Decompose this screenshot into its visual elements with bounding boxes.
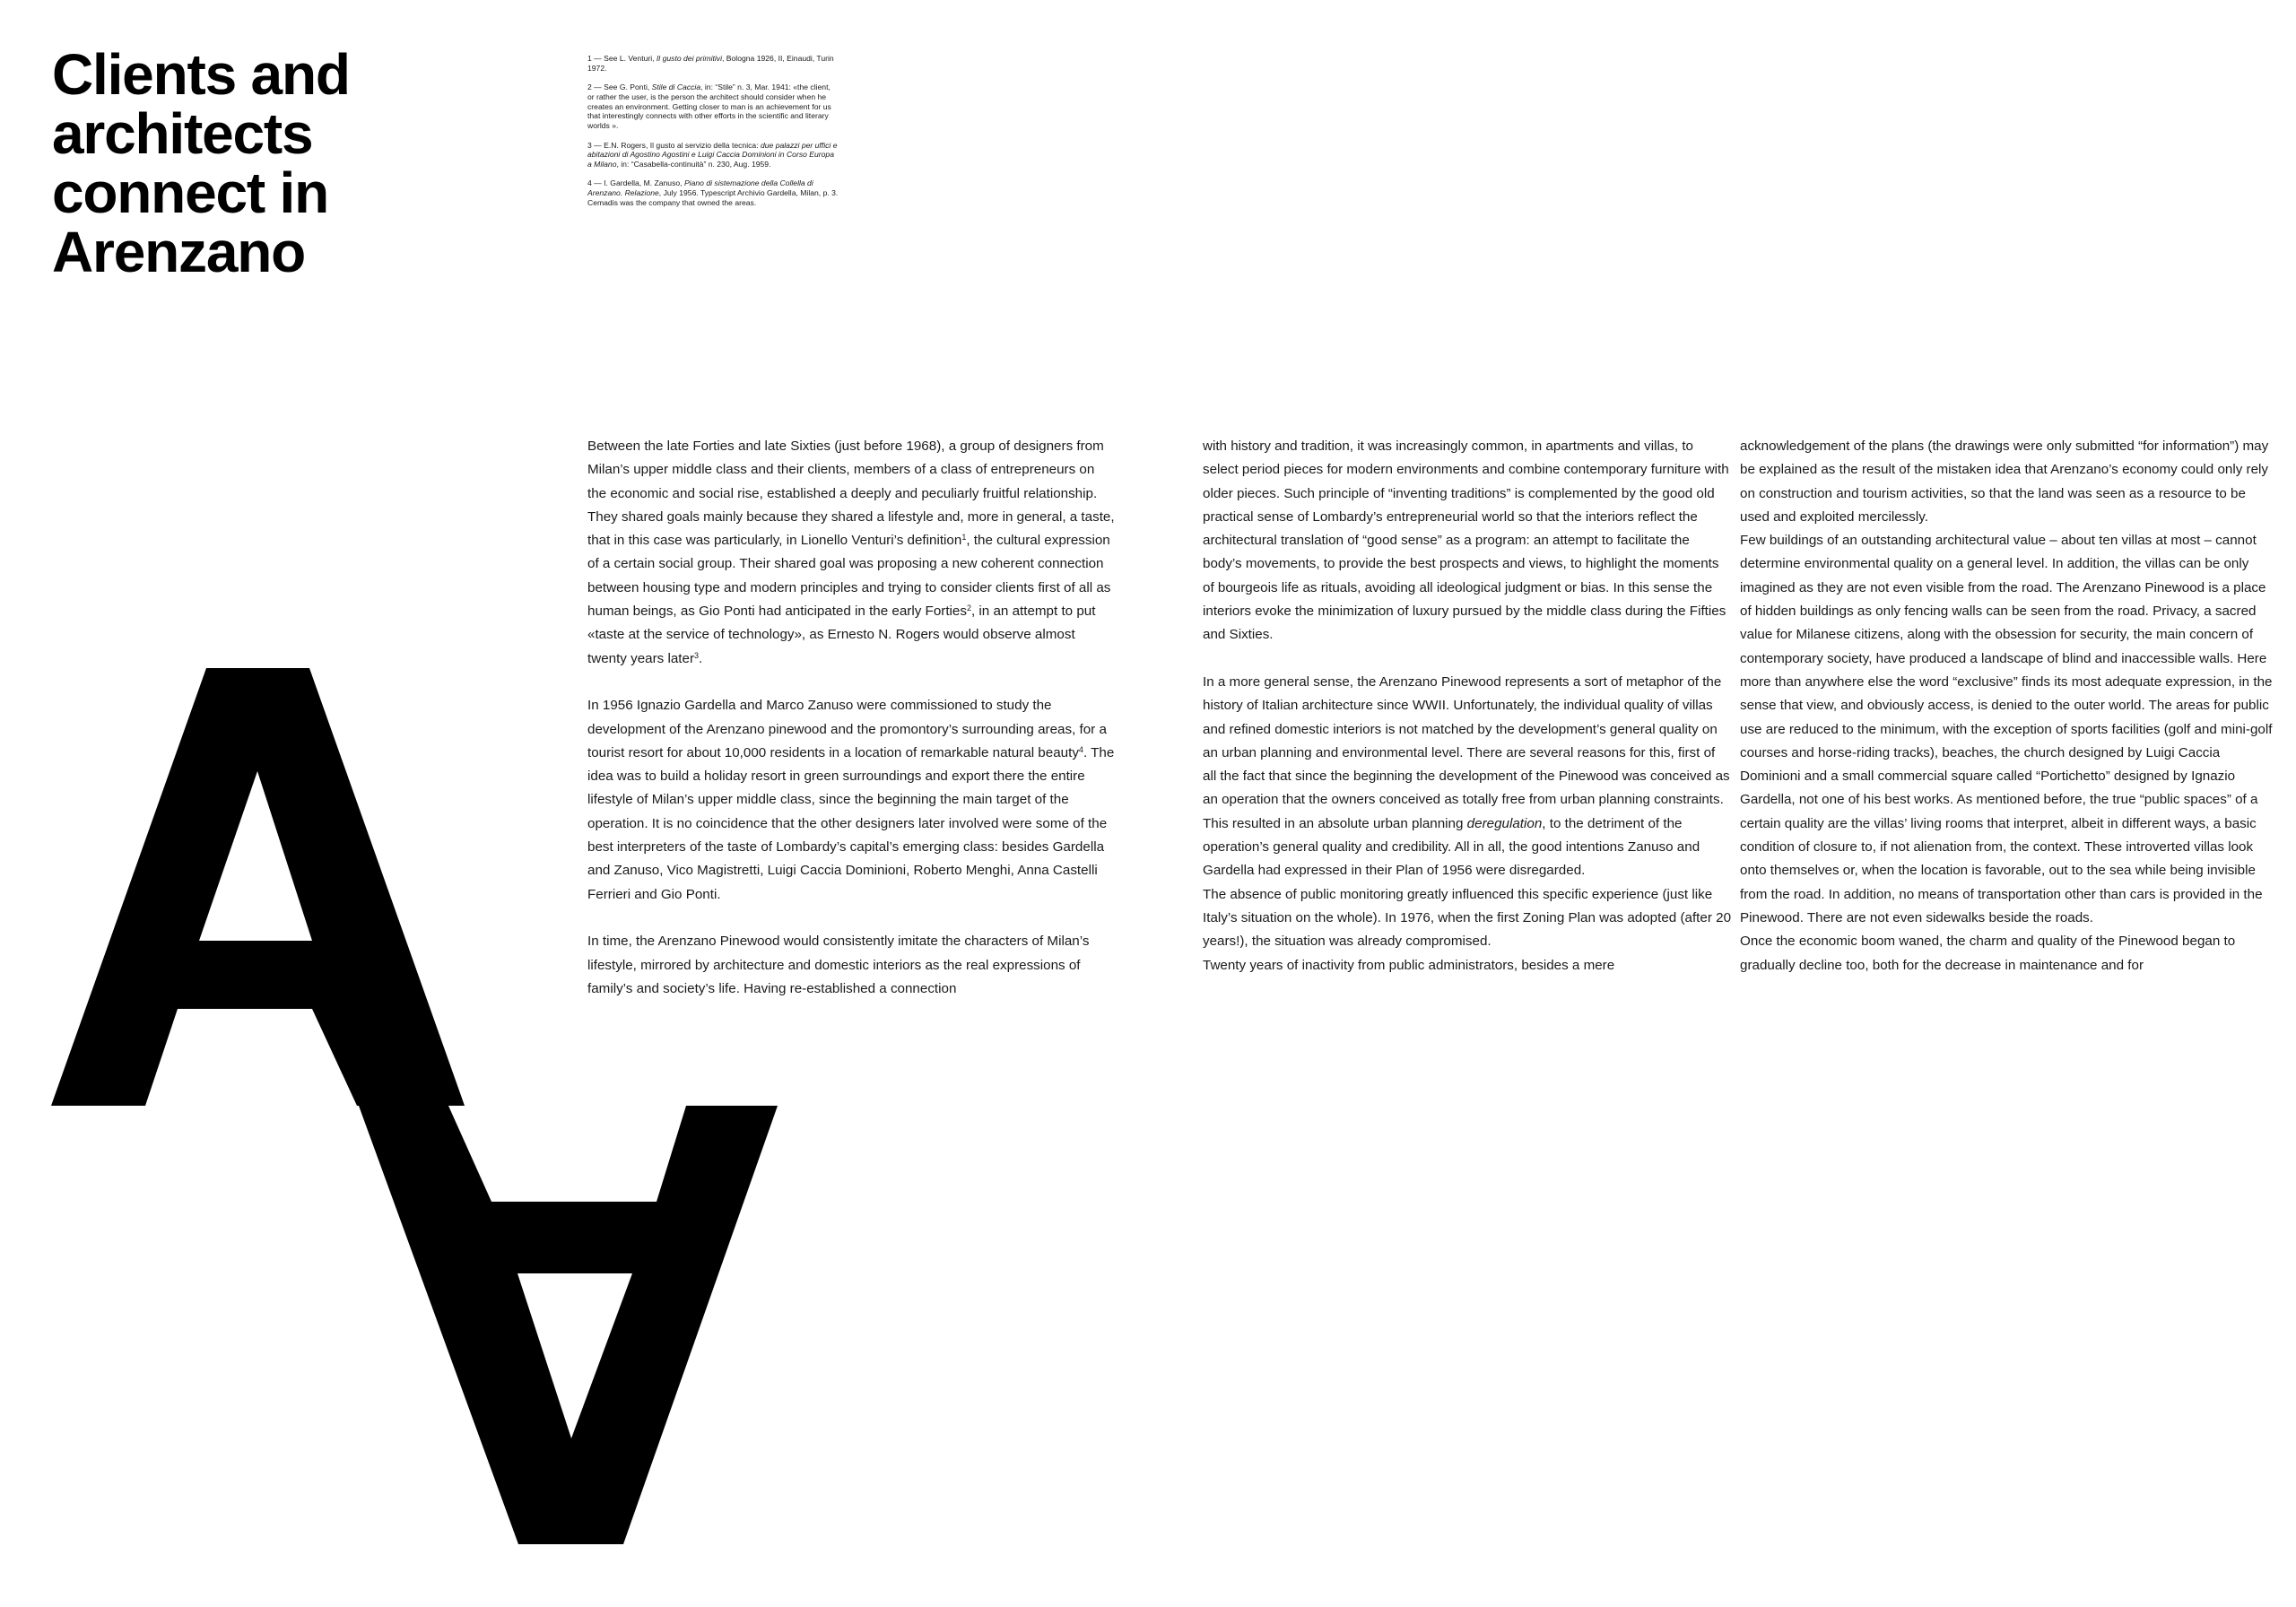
paragraph: In time, the Arenzano Pinewood would consistently imitate the characters of Milan’s lifestyle, mirrored by architecture and domestic interiors as the real expressions of family’s and society’s life. Having re-established a connection bbox=[587, 934, 1090, 996]
footnotes bbox=[587, 54, 839, 217]
footnote-4: 4 — I. Gardella, M. Zanuso, Piano di sistemazione della Collella di Arenzano. Relazione, July 1956. Typescript Archivio Gardella, Milan, p. 3. Cemadis was the company that owned the areas. bbox=[587, 178, 839, 208]
text-column-3 bbox=[1740, 435, 2274, 977]
paragraph: Twenty years of inactivity from public administrators, besides a mere bbox=[1203, 957, 1615, 973]
title-line-2: architects bbox=[52, 101, 313, 166]
text-column-1 bbox=[587, 435, 1117, 1001]
letter-a-inverted-glyph bbox=[359, 1106, 778, 1544]
paragraph: In a more general sense, the Arenzano Pinewood represents a sort of metaphor of the history of Italian architecture since WWII. Unfortunately, the individual quality of villas and refined domestic interiors is not matched by the development’s general quality on an urban planning and environmental level. There are several reasons for this, first of all the fact that since the beginning the development of the Pinewood was conceived as an operation that the owners conceived as totally free from urban planning constraints. This resulted in an absolute urban planning deregulation, to the detriment of the operation’s general quality and credibility. All in all, the good intentions Zanuso and Gardella had expressed in their Plan of 1956 were disregarded. bbox=[1203, 673, 1730, 879]
paragraph: The absence of public monitoring greatly influenced this specific experience (just like Italy’s situation on the whole). In 1976, when the first Zoning Plan was adopted (after 20 years!), the situation was already compromised. bbox=[1203, 886, 1732, 950]
title-line-3: connect in bbox=[52, 161, 329, 225]
footnote-3: 3 — E.N. Rogers, Il gusto al servizio della tecnica: due palazzi per uffici e abitazioni di Agostino Agostini e Luigi Caccia Dominioni in Corso Europa a Milano, in: “Casabella-continuità” n. 230, Aug. 1959. bbox=[587, 140, 838, 169]
letter-a-upright-glyph bbox=[51, 668, 465, 1106]
footnote-1: 1 — See L. Venturi, Il gusto dei primitivi, Bologna 1926, II, Einaudi, Turin 1972. bbox=[587, 54, 834, 73]
page-title bbox=[52, 42, 518, 284]
title-line-1: Clients and bbox=[52, 42, 350, 107]
paragraph: Few buildings of an outstanding architectural value – about ten villas at most – cannot determine environmental quality on a general level. In addition, the villas can be only imagined as they are not even visible from the road. The Arenzano Pinewood is a place of hidden buildings as only fencing walls can be seen from the road. Privacy, a sacred value for Milanese citizens, along with the obsession for security, the main concern of contemporary society, have produced a landscape of blind and inaccessible walls. Here more than anywhere else the word “exclusive” finds its most adequate expression, in the sense that view, and obviously access, is denied to the outer world. The areas for public use are reduced to the minimum, with the exception of sports facilities (golf and mini-golf courses and horse-riding tracks), beaches, the church designed by Luigi Caccia Dominioni and a small commercial square called “Portichetto” designed by Ignazio Gardella, not one of his best works. As mentioned before, the true “public spaces” of a certain quality are the villas’ living rooms that interpret, albeit in different ways, a basic condition of closure to, if not alienation from, the context. These introverted villas look onto themselves or, when the location is favorable, out to the sea while being invisible from the road. In addition, no means of transportation other than cars is provided in the Pinewood. There are not even sidewalks beside the roads. bbox=[1740, 533, 2273, 925]
title-line-4: Arenzano bbox=[52, 220, 305, 284]
paragraph: Between the late Forties and late Sixties (just before 1968), a group of designers from Milan’s upper middle class and their clients, members of a class of entrepreneurs on the economic and social rise, established a deeply and peculiarly fruitful relationship. They shared goals mainly because they shared a lifestyle and, more in general, a taste, that in this case was particularly, in Lionello Venturi’s definition$^1$, the cultural expression of a certain social group. Their shared goal was proposing a new coherent connection between housing type and modern principles and trying to consider clients first of all as human beings, as Gio Ponti had anticipated in the early Forties$^2$, in an attempt to put «taste at the service of technology», as Ernesto N. Rogers would observe almost twenty years later$^3$. bbox=[587, 439, 1115, 666]
paragraph: with history and tradition, it was increasingly common, in apartments and villas, to select period pieces for modern environments and combine contemporary furniture with older pieces. Such principle of “inventing traditions” is complemented by the good old practical sense of Lombardy’s entrepreneurial world so that the interiors reflect the architectural translation of “good sense” as a program: an attempt to facilitate the body’s movements, to provide the best prospects and views, to highlight the moments of bourgeois life as rituals, avoiding all ideological judgment or bias. In this sense the interiors evoke the minimization of luxury pursued by the middle class during the Fifties and Sixties. bbox=[1203, 439, 1729, 643]
paragraph: acknowledgement of the plans (the drawings were only submitted “for information”) may be explained as the result of the mistaken idea that Arenzano’s economy could only rely on construction and tourism activities, so that the land was seen as a resource to be used and exploited mercilessly. bbox=[1740, 439, 2269, 525]
paragraph: Once the economic boom waned, the charm and quality of the Pinewood began to gradually decline too, both for the decrease in maintenance and for bbox=[1740, 934, 2236, 973]
footnote-2: 2 — See G. Ponti, Stile di Caccia, in: “Stile” n. 3, Mar. 1941: «the client, or rather the user, is the person the architect should consider when he creates an environment. Getting closer to man is an achievement for us that interestingly connects with other efforts in the scientific and literary worlds ». bbox=[587, 83, 831, 131]
paragraph: In 1956 Ignazio Gardella and Marco Zanuso were commissioned to study the development of the Arenzano pinewood and the promontory’s surrounding areas, for a tourist resort for about 10,000 residents in a location of remarkable natural beauty$^4$. The idea was to build a holiday resort in green surroundings and export there the entire lifestyle of Milan’s upper middle class, since the beginning the main target of the operation. It is no coincidence that the other designers later involved were some of the best interpreters of the taste of Lombardy’s capital’s emerging class: besides Gardella and Zanuso, Vico Magistretti, Luigi Caccia Dominioni, Roberto Menghi, Anna Castelli Ferrieri and Gio Ponti. bbox=[587, 698, 1115, 902]
text-column-2 bbox=[1203, 435, 1732, 977]
